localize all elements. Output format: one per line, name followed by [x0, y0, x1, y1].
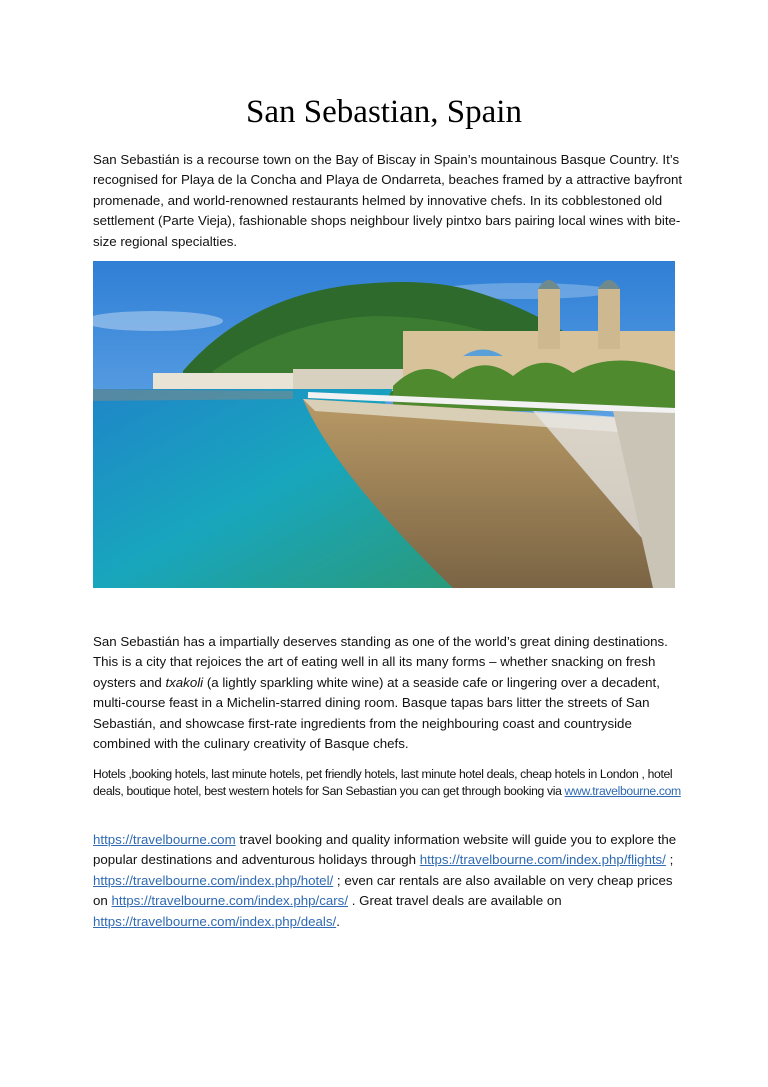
- coastal-promenade-photo: [93, 261, 675, 588]
- deals-link[interactable]: https://travelbourne.com/index.php/deals/: [93, 913, 337, 929]
- travel-text-3: . Great travel deals are available on: [348, 893, 562, 909]
- dining-text-start: San Sebastián has a impartially deserves standing as one of the world’s great dining destinations. This is a city that rejoices the art of eating well in all its many forms – whether snacking on fresh oysters and: [93, 634, 668, 690]
- travel-text-2: ; even car rentals are also available on very cheap prices on: [93, 872, 673, 909]
- travel-text-1: travel booking and quality information website will guide you to explore the popular destinations and adventurous holidays through: [93, 832, 677, 868]
- dining-italic-word: txakoli: [165, 674, 204, 690]
- travel-paragraph: [93, 830, 683, 932]
- dining-text-end: (a lightly sparkling white wine) at a seaside cafe or lingering over a decadent, multi-course feast in a Michelin-starred dining room. Basque tapas bars litter the streets of San Sebastián, and showcase first-rate ingredients from the neighbouring coast and countryside combined with the culinary creativity of Basque chefs.: [93, 674, 660, 752]
- travel-separator: ;: [665, 852, 674, 868]
- travelbourne-www-link[interactable]: www.travelbourne.com: [564, 783, 681, 798]
- travelbourne-home-link[interactable]: https://travelbourne.com: [93, 832, 236, 847]
- cars-link[interactable]: https://travelbourne.com/index.php/cars/: [111, 893, 349, 909]
- hotel-link[interactable]: https://travelbourne.com/index.php/hotel/: [93, 872, 334, 888]
- intro-paragraph: San Sebastián is a recourse town on the Bay of Biscay in Spain’s mountainous Basque Country. It’s recognised for Playa de la Concha and Playa de Ondarreta, beaches framed by a attractive bayfront promenade, and world-renowned restaurants helmed by innovative chefs. In its cobblestoned old settlement (Parte Vieja), fashionable shops neighbour lively pintxo bars pairing local wines with bite-size regional specialties.: [93, 152, 683, 249]
- dining-paragraph: [93, 632, 683, 754]
- flights-link[interactable]: https://travelbourne.com/index.php/flights/: [419, 852, 666, 868]
- page-title: San Sebastian, Spain: [246, 94, 522, 130]
- travel-text-4: .: [336, 913, 340, 929]
- hotels-text: Hotels ,booking hotels, last minute hotels, pet friendly hotels, last minute hotel deals, cheap hotels in London , hotel deals, boutique hotel, best western hotels for San Sebastian you can get through booking via: [93, 767, 673, 798]
- hotels-paragraph: [93, 766, 683, 800]
